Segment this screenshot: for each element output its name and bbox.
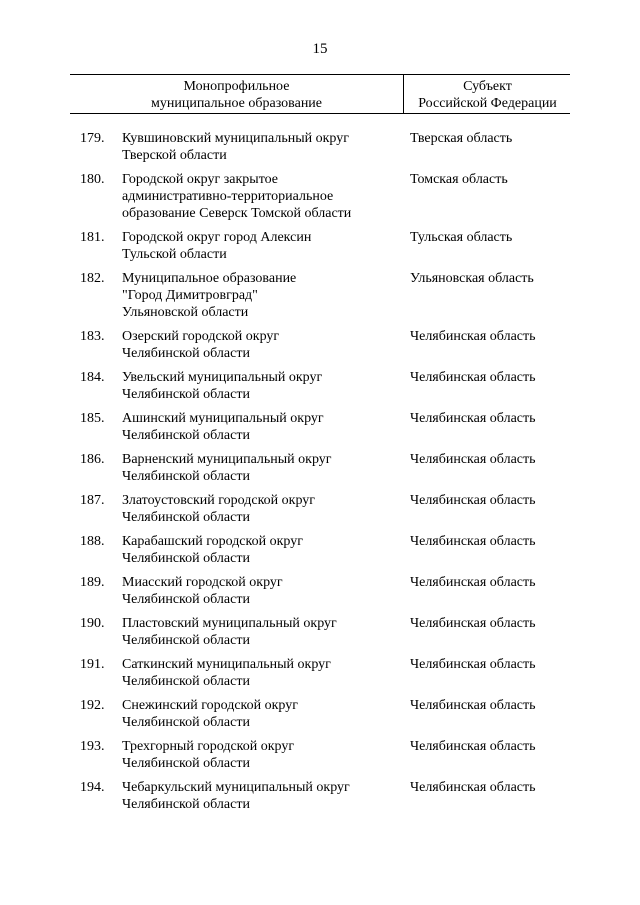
municipality-name: Озерский городской округ Челябинской области bbox=[122, 329, 280, 361]
federal-subject: Челябинская область bbox=[410, 575, 536, 590]
municipality-name: Саткинский муниципальный округ Челябинской области bbox=[122, 657, 331, 689]
row-number: 192. bbox=[80, 698, 105, 713]
federal-subject: Челябинская область bbox=[410, 329, 536, 344]
federal-subject: Челябинская область bbox=[410, 370, 536, 385]
municipality-name: Муниципальное образование "Город Димитровград" Ульяновской области bbox=[122, 271, 297, 320]
municipality-name: Снежинский городской округ Челябинской области bbox=[122, 698, 298, 730]
row-number: 191. bbox=[80, 657, 105, 672]
table-row bbox=[70, 615, 570, 649]
table-body bbox=[70, 130, 570, 820]
municipality-name: Варненский муниципальный округ Челябинской области bbox=[122, 452, 332, 484]
header-municipality-label: Монопрофильное муниципальное образование bbox=[150, 79, 323, 111]
municipality-name: Кувшиновский муниципальный округ Тверской области bbox=[122, 131, 349, 163]
federal-subject: Челябинская область bbox=[410, 739, 536, 754]
municipality-name: Миасский городской округ Челябинской области bbox=[122, 575, 283, 607]
federal-subject: Челябинская область bbox=[410, 411, 536, 426]
municipality-name: Златоустовский городской округ Челябинской области bbox=[122, 493, 316, 525]
federal-subject: Челябинская область bbox=[410, 534, 536, 549]
row-number: 186. bbox=[80, 452, 105, 467]
federal-subject: Томская область bbox=[410, 172, 508, 187]
row-number: 190. bbox=[80, 616, 105, 631]
municipality-name: Трехгорный городской округ Челябинской области bbox=[122, 739, 295, 771]
row-number: 179. bbox=[80, 131, 105, 146]
municipality-name: Городской округ город Алексин Тульской области bbox=[122, 230, 312, 262]
federal-subject: Челябинская область bbox=[410, 616, 536, 631]
federal-subject: Челябинская область bbox=[410, 493, 536, 508]
table-row bbox=[70, 451, 570, 485]
row-number: 193. bbox=[80, 739, 105, 754]
municipality-name: Ашинский муниципальный округ Челябинской области bbox=[122, 411, 324, 443]
table-row bbox=[70, 270, 570, 321]
row-number: 181. bbox=[80, 230, 105, 245]
table-row bbox=[70, 369, 570, 403]
table-row bbox=[70, 328, 570, 362]
federal-subject: Челябинская область bbox=[410, 780, 536, 795]
federal-subject: Тульская область bbox=[410, 230, 513, 245]
table-row bbox=[70, 171, 570, 222]
municipality-name: Пластовский муниципальный округ Челябинской области bbox=[122, 616, 337, 648]
header-municipality bbox=[70, 75, 404, 113]
row-number: 184. bbox=[80, 370, 105, 385]
row-number: 189. bbox=[80, 575, 105, 590]
row-number: 183. bbox=[80, 329, 105, 344]
table-row bbox=[70, 656, 570, 690]
federal-subject: Тверская область bbox=[410, 131, 513, 146]
row-number: 180. bbox=[80, 172, 105, 187]
table-header bbox=[70, 74, 570, 114]
municipality-name: Чебаркульский муниципальный округ Челябинской области bbox=[122, 780, 350, 812]
table-row bbox=[70, 229, 570, 263]
page-number: 15 bbox=[312, 41, 328, 57]
table-row bbox=[70, 697, 570, 731]
row-number: 185. bbox=[80, 411, 105, 426]
header-subject-label: Субъект Российской Федерации bbox=[418, 79, 557, 111]
federal-subject: Челябинская область bbox=[410, 657, 536, 672]
table-row bbox=[70, 410, 570, 444]
header-subject bbox=[405, 75, 570, 113]
row-number: 194. bbox=[80, 780, 105, 795]
table-row bbox=[70, 574, 570, 608]
federal-subject: Челябинская область bbox=[410, 698, 536, 713]
municipality-name: Городской округ закрытое административно-территориальное образование Северск Томской области bbox=[122, 172, 352, 221]
table-row bbox=[70, 130, 570, 164]
federal-subject: Ульяновская область bbox=[410, 271, 534, 286]
table-row bbox=[70, 533, 570, 567]
table-row bbox=[70, 738, 570, 772]
municipality-name: Увельский муниципальный округ Челябинской области bbox=[122, 370, 323, 402]
table-row bbox=[70, 492, 570, 526]
municipality-name: Карабашский городской округ Челябинской области bbox=[122, 534, 303, 566]
row-number: 182. bbox=[80, 271, 105, 286]
row-number: 188. bbox=[80, 534, 105, 549]
row-number: 187. bbox=[80, 493, 105, 508]
federal-subject: Челябинская область bbox=[410, 452, 536, 467]
table-row bbox=[70, 779, 570, 813]
